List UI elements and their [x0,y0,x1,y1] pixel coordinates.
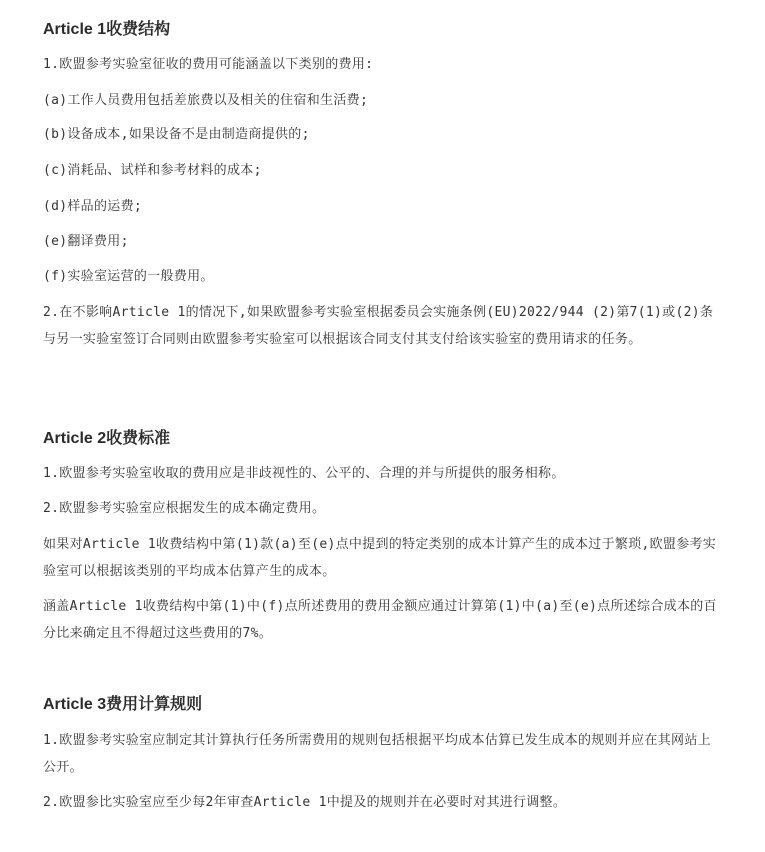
article-1-item-b: (b)设备成本,如果设备不是由制造商提供的; [43,127,310,142]
article-1-heading: Article 1收费结构 [43,21,171,38]
article-1-item-c: (c)消耗品、试样和参考材料的成本; [43,163,262,178]
article-3-paragraph-2: 2.欧盟参比实验室应至少每2年审查Article 1中提及的规则并在必要时对其进行调整。 [43,795,567,810]
article-1-item-d: (d)样品的运费; [43,199,143,214]
article-2-heading: Article 2收费标准 [43,430,171,447]
article-2-paragraph-1: 1.欧盟参考实验室收取的费用应是非歧视性的、公平的、合理的并与所提供的服务相称。 [43,466,565,481]
article-2-paragraph-2: 2.欧盟参考实验室应根据发生的成本确定费用。 [43,501,326,516]
article-1-paragraph-2: 2.在不影响Article 1的情况下,如果欧盟参考实验室根据委员会实施条例(EU)2022/944 (2)第7(1)或(2)条与另一实验室签订合同则由欧盟参考实验室可以根据该合同支付其支付给该实验室的费用请求的任务。 [43,305,714,347]
article-2-paragraph-3: 如果对Article 1收费结构中第(1)款(a)至(e)点中提到的特定类别的成本计算产生的成本过于繁琐,欧盟参考实验室可以根据该类别的平均成本估算产生的成本。 [43,537,717,579]
article-1-paragraph-1: 1.欧盟参考实验室征收的费用可能涵盖以下类别的费用: [43,57,374,72]
article-1-item-e: (e)翻译费用; [43,234,129,249]
article-2-paragraph-4: 涵盖Article 1收费结构中第(1)中(f)点所述费用的费用金额应通过计算第(1)中(a)至(e)点所述综合成本的百分比来确定且不得超过这些费用的7%。 [43,599,717,641]
article-1-item-a: (a)工作人员费用包括差旅费以及相关的住宿和生活费; [43,93,369,108]
article-3-paragraph-1: 1.欧盟参考实验室应制定其计算执行任务所需费用的规则包括根据平均成本估算已发生成本的规则并应在其网站上公开。 [43,733,711,775]
article-3-heading: Article 3费用计算规则 [43,696,203,713]
article-1-item-f: (f)实验室运营的一般费用。 [43,269,214,284]
